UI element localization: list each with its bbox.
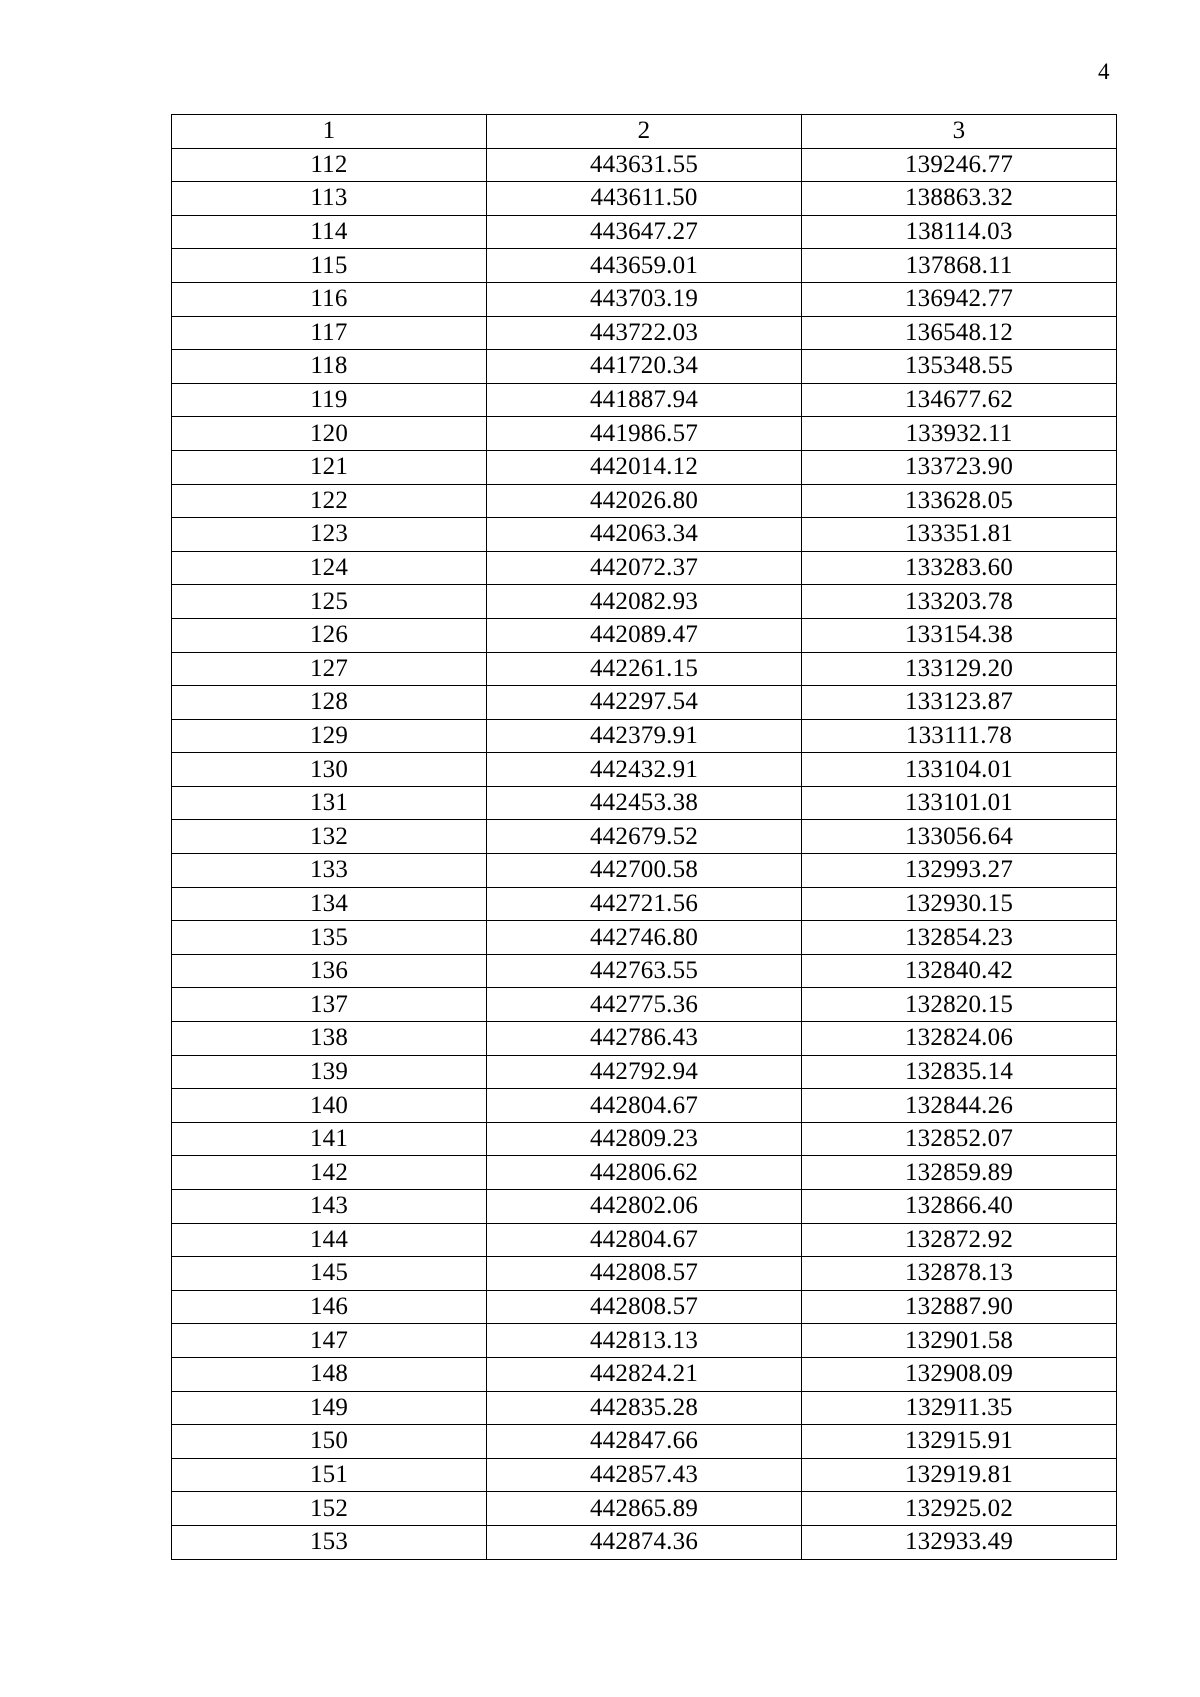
table-row [172,921,1117,955]
point-number-cell: 124 [172,551,487,585]
table-row [172,182,1117,216]
coordinate-y-cell: 132872.92 [802,1223,1117,1257]
point-number-cell: 128 [172,686,487,720]
coordinate-y-cell: 132824.06 [802,1022,1117,1056]
coordinate-x-cell: 443659.01 [487,249,802,283]
coordinate-y-cell: 132933.49 [802,1525,1117,1559]
coordinate-y-cell: 133104.01 [802,753,1117,787]
table-row [172,484,1117,518]
table-row [172,1055,1117,1089]
coordinate-x-cell: 442089.47 [487,618,802,652]
coordinate-y-cell: 132919.81 [802,1458,1117,1492]
coordinate-x-cell: 442786.43 [487,1022,802,1056]
coordinate-x-cell: 442063.34 [487,518,802,552]
coordinate-y-cell: 133129.20 [802,652,1117,686]
table-row [172,1223,1117,1257]
coordinate-y-cell: 136548.12 [802,316,1117,350]
table-row [172,551,1117,585]
point-number-cell: 135 [172,921,487,955]
coordinate-x-cell: 442813.13 [487,1324,802,1358]
point-number-cell: 118 [172,350,487,384]
coordinate-x-cell: 442261.15 [487,652,802,686]
coordinate-x-cell: 442700.58 [487,854,802,888]
coordinate-x-cell: 442775.36 [487,988,802,1022]
coordinate-y-cell: 132820.15 [802,988,1117,1022]
point-number-cell: 132 [172,820,487,854]
coordinate-y-cell: 132911.35 [802,1391,1117,1425]
point-number-cell: 113 [172,182,487,216]
page-number: 4 [1098,59,1110,84]
coordinate-x-cell: 442808.57 [487,1290,802,1324]
coordinate-y-cell: 132844.26 [802,1089,1117,1123]
coordinate-y-cell: 132852.07 [802,1122,1117,1156]
column-header-1: 1 [172,115,487,149]
table-row [172,786,1117,820]
table-row [172,618,1117,652]
coordinate-x-cell: 443647.27 [487,215,802,249]
table-row [172,1458,1117,1492]
coordinate-y-cell: 132859.89 [802,1156,1117,1190]
coordinate-y-cell: 139246.77 [802,148,1117,182]
coordinate-y-cell: 134677.62 [802,383,1117,417]
coordinate-x-cell: 442014.12 [487,450,802,484]
coordinate-y-cell: 133351.81 [802,518,1117,552]
point-number-cell: 130 [172,753,487,787]
point-number-cell: 120 [172,417,487,451]
point-number-cell: 121 [172,450,487,484]
coordinate-y-cell: 132925.02 [802,1492,1117,1526]
table-row [172,1156,1117,1190]
table-row [172,215,1117,249]
table-row [172,1290,1117,1324]
coordinate-x-cell: 442804.67 [487,1089,802,1123]
coordinate-x-cell: 442379.91 [487,719,802,753]
table-row [172,383,1117,417]
point-number-cell: 119 [172,383,487,417]
table-row [172,1357,1117,1391]
coordinate-x-cell: 442806.62 [487,1156,802,1190]
table-header [172,115,1117,149]
table-row [172,1257,1117,1291]
table-row [172,1022,1117,1056]
table-row [172,417,1117,451]
point-number-cell: 151 [172,1458,487,1492]
coordinate-y-cell: 132901.58 [802,1324,1117,1358]
coordinate-x-cell: 443722.03 [487,316,802,350]
point-number-cell: 152 [172,1492,487,1526]
coordinate-x-cell: 442808.57 [487,1257,802,1291]
table-row [172,249,1117,283]
coordinate-x-cell: 442746.80 [487,921,802,955]
table-row [172,820,1117,854]
table-row [172,753,1117,787]
table-row [172,350,1117,384]
coordinate-y-cell: 132854.23 [802,921,1117,955]
table-row [172,954,1117,988]
point-number-cell: 136 [172,954,487,988]
coordinate-x-cell: 442763.55 [487,954,802,988]
table-row [172,652,1117,686]
point-number-cell: 145 [172,1257,487,1291]
table-row [172,1525,1117,1559]
coordinates-table [171,114,1117,1560]
point-number-cell: 112 [172,148,487,182]
coordinate-x-cell: 442072.37 [487,551,802,585]
point-number-cell: 131 [172,786,487,820]
coordinate-y-cell: 133111.78 [802,719,1117,753]
table-row [172,1324,1117,1358]
point-number-cell: 153 [172,1525,487,1559]
coordinate-y-cell: 133932.11 [802,417,1117,451]
point-number-cell: 129 [172,719,487,753]
coordinate-x-cell: 442082.93 [487,585,802,619]
coordinate-x-cell: 442792.94 [487,1055,802,1089]
coordinate-x-cell: 442432.91 [487,753,802,787]
coordinate-y-cell: 132930.15 [802,887,1117,921]
coordinate-y-cell: 133203.78 [802,585,1117,619]
point-number-cell: 143 [172,1190,487,1224]
table-row [172,1122,1117,1156]
coordinate-x-cell: 441986.57 [487,417,802,451]
coordinate-x-cell: 441720.34 [487,350,802,384]
coordinate-x-cell: 442865.89 [487,1492,802,1526]
coordinate-x-cell: 443611.50 [487,182,802,216]
point-number-cell: 134 [172,887,487,921]
coordinate-x-cell: 442721.56 [487,887,802,921]
coordinate-x-cell: 442824.21 [487,1357,802,1391]
table-row [172,148,1117,182]
point-number-cell: 133 [172,854,487,888]
coordinate-x-cell: 442874.36 [487,1525,802,1559]
column-header-2: 2 [487,115,802,149]
point-number-cell: 142 [172,1156,487,1190]
coordinate-y-cell: 137868.11 [802,249,1117,283]
point-number-cell: 141 [172,1122,487,1156]
coordinate-y-cell: 132866.40 [802,1190,1117,1224]
point-number-cell: 116 [172,282,487,316]
point-number-cell: 144 [172,1223,487,1257]
coordinate-x-cell: 441887.94 [487,383,802,417]
point-number-cell: 140 [172,1089,487,1123]
table-row [172,686,1117,720]
coordinate-x-cell: 443703.19 [487,282,802,316]
coordinate-y-cell: 132915.91 [802,1425,1117,1459]
coordinate-y-cell: 133154.38 [802,618,1117,652]
point-number-cell: 123 [172,518,487,552]
table-row [172,1089,1117,1123]
point-number-cell: 149 [172,1391,487,1425]
coordinate-y-cell: 132908.09 [802,1357,1117,1391]
coordinate-y-cell: 133123.87 [802,686,1117,720]
point-number-cell: 125 [172,585,487,619]
table-row [172,316,1117,350]
coordinate-x-cell: 442857.43 [487,1458,802,1492]
table-row [172,1190,1117,1224]
point-number-cell: 137 [172,988,487,1022]
column-header-3: 3 [802,115,1117,149]
coordinate-y-cell: 133283.60 [802,551,1117,585]
point-number-cell: 148 [172,1357,487,1391]
coordinate-y-cell: 132993.27 [802,854,1117,888]
table-row [172,585,1117,619]
table-row [172,1391,1117,1425]
table-row [172,1425,1117,1459]
coordinate-y-cell: 133056.64 [802,820,1117,854]
point-number-cell: 147 [172,1324,487,1358]
coordinate-y-cell: 132840.42 [802,954,1117,988]
table-row [172,450,1117,484]
coordinate-x-cell: 442802.06 [487,1190,802,1224]
point-number-cell: 127 [172,652,487,686]
point-number-cell: 115 [172,249,487,283]
coordinate-x-cell: 442809.23 [487,1122,802,1156]
coordinate-y-cell: 132835.14 [802,1055,1117,1089]
point-number-cell: 122 [172,484,487,518]
table-row [172,988,1117,1022]
table-body [172,148,1117,1559]
coordinate-y-cell: 138114.03 [802,215,1117,249]
point-number-cell: 138 [172,1022,487,1056]
coordinate-y-cell: 132878.13 [802,1257,1117,1291]
coordinate-y-cell: 138863.32 [802,182,1117,216]
coordinate-x-cell: 442847.66 [487,1425,802,1459]
coordinate-x-cell: 442835.28 [487,1391,802,1425]
coordinate-y-cell: 136942.77 [802,282,1117,316]
coordinate-y-cell: 133723.90 [802,450,1117,484]
coordinate-x-cell: 443631.55 [487,148,802,182]
table-header-row [172,115,1117,149]
table-row [172,1492,1117,1526]
table-row [172,719,1117,753]
coordinate-y-cell: 133628.05 [802,484,1117,518]
point-number-cell: 139 [172,1055,487,1089]
point-number-cell: 126 [172,618,487,652]
point-number-cell: 117 [172,316,487,350]
table-row [172,854,1117,888]
coordinate-y-cell: 132887.90 [802,1290,1117,1324]
coordinate-x-cell: 442026.80 [487,484,802,518]
table-row [172,887,1117,921]
coordinate-x-cell: 442804.67 [487,1223,802,1257]
table-row [172,518,1117,552]
coordinate-y-cell: 135348.55 [802,350,1117,384]
point-number-cell: 114 [172,215,487,249]
table-row [172,282,1117,316]
point-number-cell: 146 [172,1290,487,1324]
coordinate-x-cell: 442453.38 [487,786,802,820]
coordinate-y-cell: 133101.01 [802,786,1117,820]
point-number-cell: 150 [172,1425,487,1459]
coordinate-x-cell: 442297.54 [487,686,802,720]
coordinate-x-cell: 442679.52 [487,820,802,854]
